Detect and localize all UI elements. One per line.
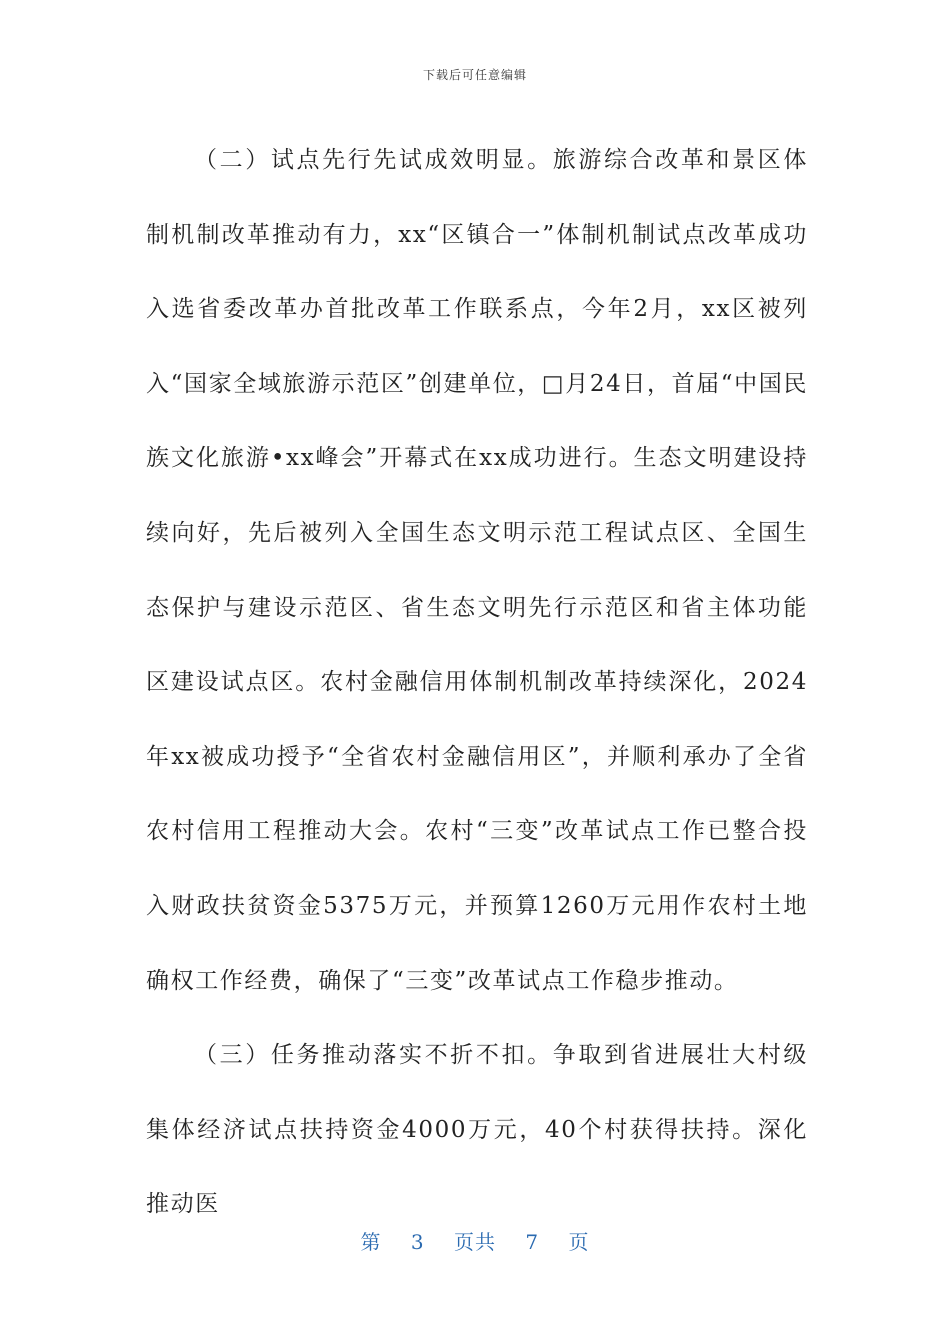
page-header: 下载后可任意编辑 [422,68,527,82]
footer-page-mid: 页共 [454,1230,496,1254]
paragraph-2: （二）试点先行先试成效明显。旅游综合改革和景区体制机制改革推动有力，xx“区镇合一”体制机制试点改革成功入选省委改革办首批改革工作联系点，今年2月，xx区被列入“国家全域旅游示范区”创建单位，□月24日，首届“中国民族文化旅游•xx峰会”开幕式在xx成功进行。生态文明建设持续向好，先后被列入全国生态文明示范工程试点区、全国生态保护与建设示范区、省生态文明先行示范区和省主体功能区建设试点区。农村金融信用体制机制改革持续深化，2024年xx被成功授予“全省农村金融信用区”，并顺利承办了全省农村信用工程推动大会。农村“三变”改革试点工作已整合投入财政扶贫资金5375万元，并预算1260万元用作农村土地确权工作经费，确保了“三变”改革试点工作稳步推动。 [146,147,808,994]
footer-page-prefix: 第 [360,1230,382,1254]
paragraph-3: （三）任务推动落实不折不扣。争取到省进展壮大村级集体经济试点扶持资金4000万元，40个村获得扶持。深化推动医 [146,1042,808,1218]
footer-page-suffix: 页 [568,1230,590,1254]
document-body [146,123,808,1242]
footer-total-pages: 7 [525,1230,540,1254]
page-footer [0,1226,950,1255]
footer-current-page: 3 [410,1230,425,1254]
